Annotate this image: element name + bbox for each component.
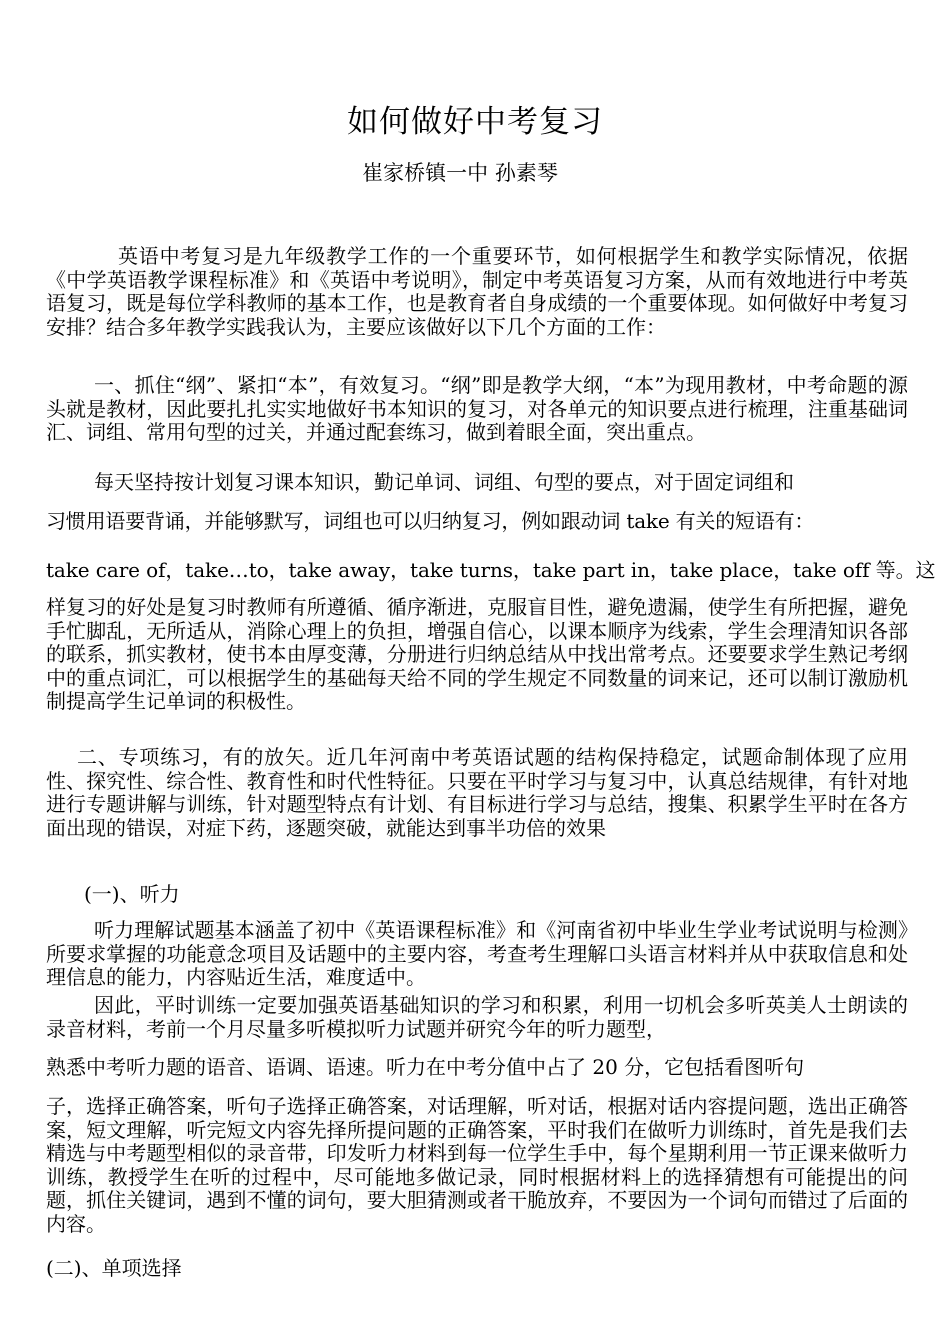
paragraph-daily-rest: 样复习的好处是复习时教师有所遵循、循序渐进，克服盲目性，避免遗漏，使学生有所把握，避免手忙脚乱，无所适从，消除心理上的负担，增强自信心，以课本顺序为线索，学生会理清知识各部的联系，抓实教材，使书本由厚变薄，分册进行归纳总结从中找出常考点。还要要求学生熟记考纲中的重点词汇，可以根据学生的基础每天给不同的学生规定不同数量的词来记，还可以制订激励机制提高学生记单词的积极性。	[46, 595, 908, 713]
document-author: 崔家桥镇一中 孙素琴	[362, 161, 558, 185]
paragraph-daily-line3: take care of，take…to，take away，take turns，take part in，take place，take off 等。这	[46, 558, 936, 582]
paragraph-daily-line1: 每天坚持按计划复习课本知识，勤记单词、词组、句型的要点，对于固定词组和	[94, 470, 794, 494]
paragraph-daily-line2: 习惯用语要背诵，并能够默写，词组也可以归纳复习，例如跟动词 take 有关的短语有：	[46, 509, 815, 533]
paragraph-listening-3: 熟悉中考听力题的语音、语调、语速。听力在中考分值中占了 20 分，它包括看图听句	[46, 1055, 805, 1079]
heading-single-choice: (二)、单项选择	[46, 1256, 182, 1280]
paragraph-section1: 一、抓住“纲”、紧扣“本”，有效复习。“纲”即是教学大纲，“本”为现用教材，中考命题的源头就是教材，因此要扎扎实实地做好书本知识的复习，对各单元的知识要点进行梳理，注重基础词汇、词组、常用句型的过关，并通过配套练习，做到着眼全面，突出重点。	[46, 373, 908, 444]
document-title: 如何做好中考复习	[347, 104, 603, 140]
paragraph-listening-4: 子，选择正确答案，听句子选择正确答案，对话理解，听对话，根据对话内容提问题，选出正确答案，短文理解，听完短文内容先择所提问题的正确答案，平时我们在做听力训练时，首先是我们去精选与中考题型相似的录音带，印发听力材料到每一位学生手中，每个星期利用一节正课来做听力训练，教授学生在听的过程中，尽可能地多做记录，同时根据材料上的选择猜想有可能提出的问题，抓住关键词，遇到不懂的词句，要大胆猜测或者干脆放弃，不要因为一个词句而错过了后面的内容。	[46, 1094, 908, 1236]
paragraph-intro: 英语中考复习是九年级教学工作的一个重要环节，如何根据学生和教学实际情况，依据《中学英语教学课程标准》和《英语中考说明》，制定中考英语复习方案，从而有效地进行中考英语复习，既是每位学科教师的基本工作，也是教育者自身成绩的一个重要体现。如何做好中考复习安排？结合多年教学实践我认为，主要应该做好以下几个方面的工作：	[46, 244, 908, 339]
heading-listening: (一)、听力	[84, 882, 180, 906]
paragraph-listening-2: 因此，平时训练一定要加强英语基础知识的学习和积累，利用一切机会多听英美人士朗读的录音材料，考前一个月尽量多听模拟听力试题并研究今年的听力题型，	[46, 993, 908, 1041]
paragraph-listening-1: 听力理解试题基本涵盖了初中《英语课程标准》和《河南省初中毕业生学业考试说明与检测》所要求掌握的功能意念项目及话题中的主要内容，考查考生理解口头语言材料并从中获取信息和处理信息的能力，内容贴近生活，难度适中。	[46, 918, 908, 989]
paragraph-section2: 二、专项练习，有的放矢。近几年河南中考英语试题的结构保持稳定，试题命制体现了应用性、探究性、综合性、教育性和时代性特征。只要在平时学习与复习中，认真总结规律，有针对地进行专题讲解与训练，针对题型特点有计划、有目标进行学习与总结，搜集、积累学生平时在各方面出现的错误，对症下药，逐题突破，就能达到事半功倍的效果	[46, 745, 908, 840]
